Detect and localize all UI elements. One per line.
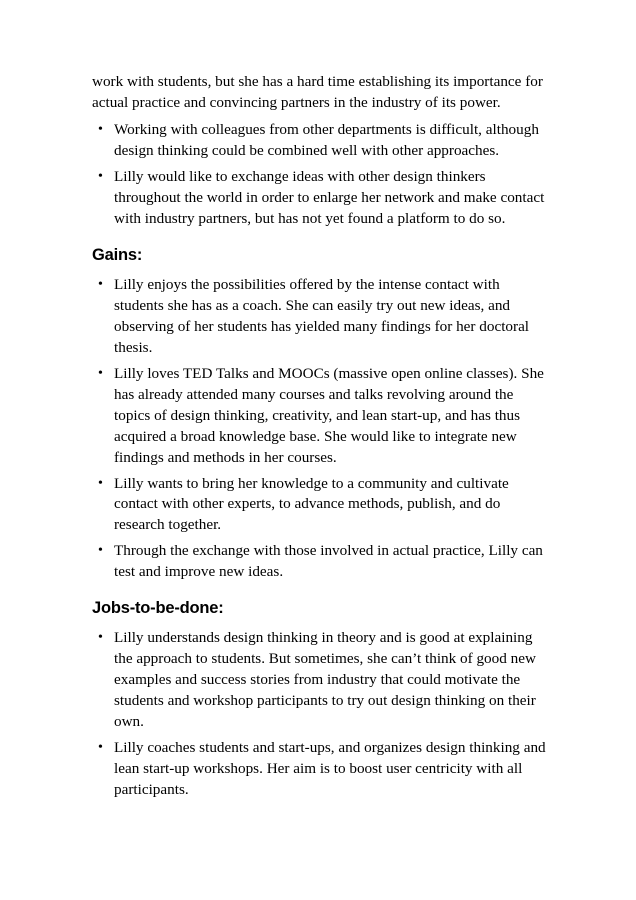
section-heading-jobs-to-be-done: Jobs-to-be-done: bbox=[92, 599, 224, 618]
section-heading-gains: Gains: bbox=[92, 245, 143, 264]
jobs-bullet-list bbox=[92, 628, 552, 801]
list-item: • Lilly would like to exchange ideas with other design thinkers throughout the world in order to enlarge her network and make contact with industry partners, but has not yet found a platform to do so. bbox=[92, 167, 552, 230]
list-item: • Lilly understands design thinking in theory and is good at explaining the approach to students. But sometimes, she can’t think of good new examples and success stories from industry that could motivate the students and workshop participants to try out design thinking on their own. bbox=[92, 628, 552, 733]
continuation-block bbox=[92, 72, 552, 230]
intro-bullet-list bbox=[92, 120, 552, 230]
section-gains bbox=[92, 246, 552, 584]
gains-bullet-list bbox=[92, 275, 552, 584]
section-jobs-to-be-done bbox=[92, 599, 552, 801]
list-item: • Lilly wants to bring her knowledge to a community and cultivate contact with other experts, to advance methods, publish, and do research together. bbox=[92, 474, 552, 537]
list-item: • Working with colleagues from other departments is difficult, although design thinking could be combined well with other approaches. bbox=[92, 120, 552, 162]
list-item: • Lilly enjoys the possibilities offered by the intense contact with students she has as a coach. She can easily try out new ideas, and observing of her students has yielded many findings for her doctoral thesis. bbox=[92, 275, 552, 359]
list-item: • Lilly loves TED Talks and MOOCs (massive open online classes). She has already attended many courses and talks revolving around the topics of design thinking, creativity, and lean start-up, and has thus acquired a broad knowledge base. She would like to integrate new findings and methods in her courses. bbox=[92, 364, 552, 469]
list-item: • Through the exchange with those involved in actual practice, Lilly can test and improve new ideas. bbox=[92, 541, 552, 583]
list-item: • Lilly coaches students and start-ups, and organizes design thinking and lean start-up workshops. Her aim is to boost user centricity with all participants. bbox=[92, 738, 552, 801]
continuation-paragraph: work with students, but she has a hard time establishing its importance for actual practice and convincing partners in the industry of its power. bbox=[92, 73, 543, 111]
